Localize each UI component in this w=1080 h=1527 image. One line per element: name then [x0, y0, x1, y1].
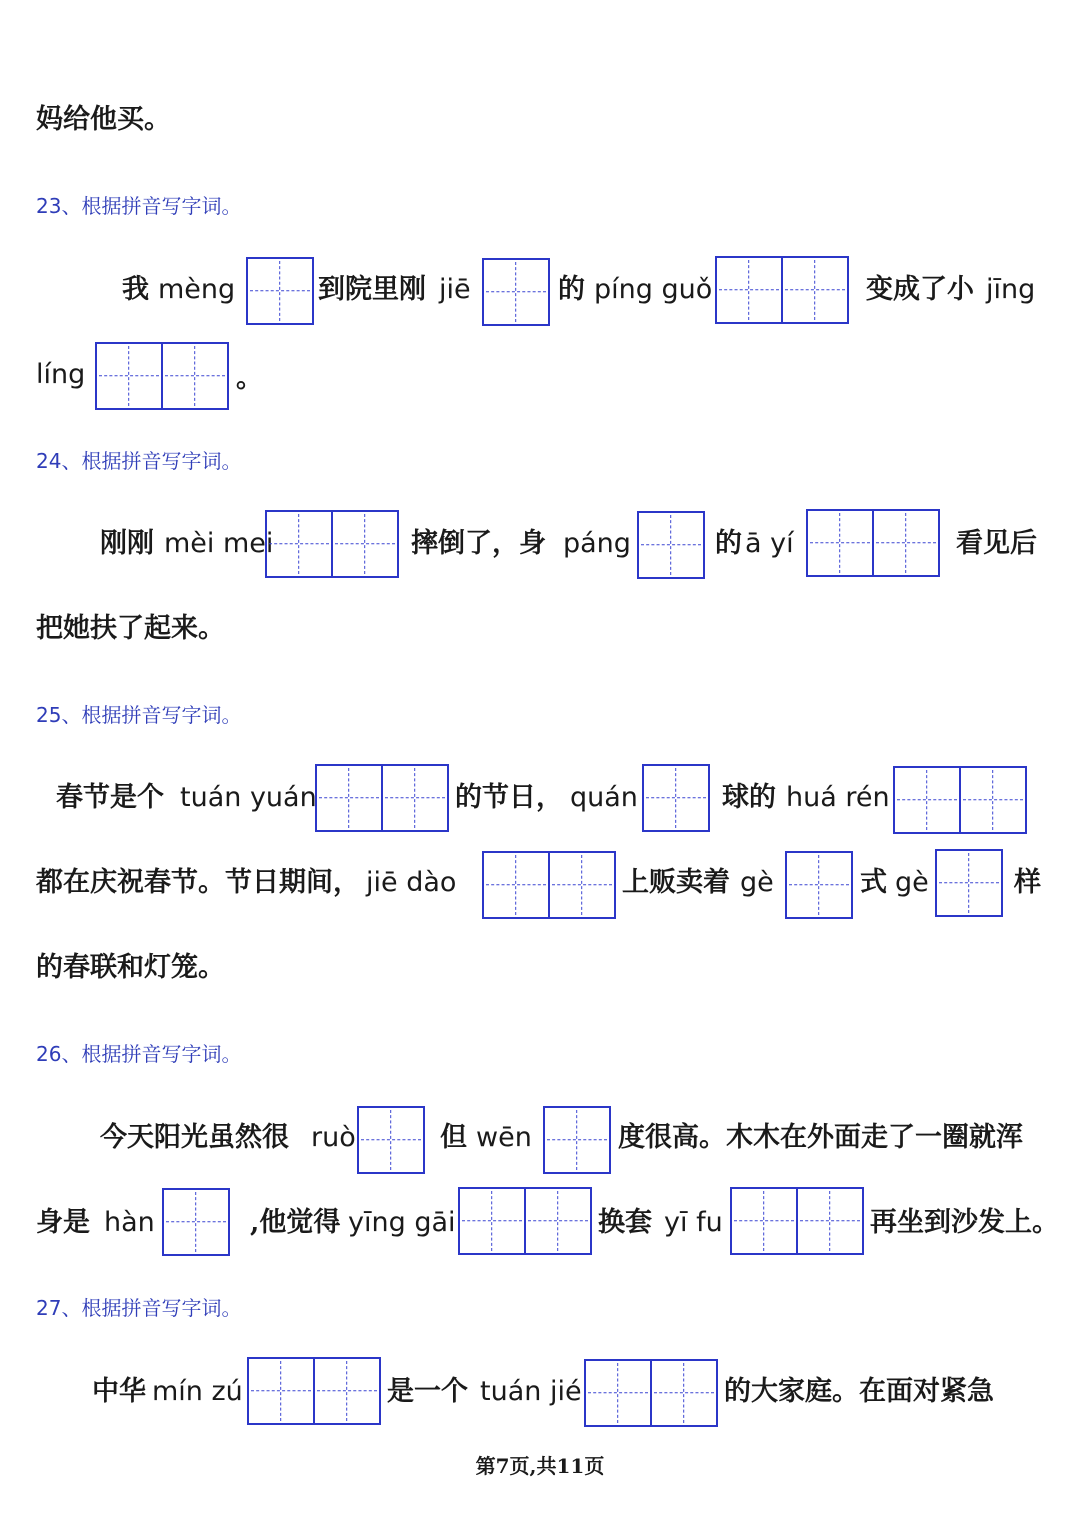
q24-pinyin-2: páng — [563, 528, 631, 559]
q25-pinyin-1: tuán yuán — [180, 782, 317, 813]
q23-end-mark: 。 — [236, 363, 263, 394]
q25-text-4: 都在庆祝春节。节日期间， — [36, 867, 360, 898]
q25-answer-grid-1[interactable] — [315, 764, 449, 832]
q23-pinyin-2: jiē — [439, 274, 471, 305]
writing-cell[interactable] — [959, 766, 1027, 834]
q24-text-1: 刚刚 — [100, 528, 154, 559]
q26-text-7: 再坐到沙发上。 — [870, 1207, 1059, 1238]
q23-text-2: 到院里刚 — [318, 274, 426, 305]
q25-text-6: 式 — [860, 867, 887, 898]
writing-cell[interactable] — [715, 256, 783, 324]
q26-text-4: 身是 — [36, 1207, 90, 1238]
q24-answer-grid-1[interactable] — [265, 510, 399, 578]
q26-pinyin-5: yīng gāi — [348, 1207, 456, 1238]
q25-pinyin-2: quán — [570, 782, 638, 813]
writing-cell[interactable] — [247, 1357, 315, 1425]
q25-answer-grid-4[interactable] — [482, 851, 616, 919]
q23-answer-grid-2[interactable] — [482, 258, 550, 326]
writing-cell[interactable] — [872, 509, 940, 577]
writing-cell[interactable] — [935, 849, 1003, 917]
writing-cell[interactable] — [730, 1187, 798, 1255]
q24-text-2: 摔倒了，身 — [411, 528, 546, 559]
q23-pinyin-1: mèng — [158, 274, 236, 305]
q23-pinyin-3: píng guǒ — [594, 274, 713, 305]
q24-text-3: 的 — [715, 528, 742, 559]
writing-cell[interactable] — [482, 258, 550, 326]
writing-cell[interactable] — [781, 256, 849, 324]
question-26-heading: 26、根据拼音写字词。 — [36, 1042, 242, 1066]
q24-pinyin-3: ā yí — [745, 528, 794, 559]
writing-cell[interactable] — [161, 342, 229, 410]
writing-cell[interactable] — [482, 851, 550, 919]
q23-answer-grid-1[interactable] — [246, 257, 314, 325]
q27-answer-grid-2[interactable] — [584, 1359, 718, 1427]
q26-pinyin-4: hàn — [104, 1207, 155, 1238]
q23-text-4: 变成了小 — [866, 274, 974, 305]
writing-cell[interactable] — [458, 1187, 526, 1255]
q25-pinyin-3: huá rén — [786, 782, 890, 813]
q26-answer-grid-1[interactable] — [357, 1106, 425, 1174]
q25-answer-grid-3[interactable] — [893, 766, 1027, 834]
q24-text-4: 看见后 — [956, 528, 1037, 559]
writing-cell[interactable] — [543, 1106, 611, 1174]
writing-cell[interactable] — [584, 1359, 652, 1427]
q23-answer-grid-4[interactable] — [95, 342, 229, 410]
question-25-heading: 25、根据拼音写字词。 — [36, 703, 242, 727]
q24-answer-grid-2[interactable] — [637, 511, 705, 579]
q25-text-3: 球的 — [722, 782, 776, 813]
question-24-heading: 24、根据拼音写字词。 — [36, 449, 242, 473]
q26-text-6: 换套 — [598, 1207, 652, 1238]
q27-pinyin-1: mín zú — [152, 1376, 243, 1407]
q23-pinyin-4a: jīng — [986, 274, 1036, 305]
q25-answer-grid-2[interactable] — [642, 764, 710, 832]
q24-answer-grid-3[interactable] — [806, 509, 940, 577]
q23-text-1: 我 — [122, 274, 149, 305]
q23-pinyin-4b: líng — [36, 359, 86, 390]
writing-cell[interactable] — [785, 851, 853, 919]
q25-text-5: 上贩卖着 — [622, 867, 730, 898]
writing-cell[interactable] — [331, 510, 399, 578]
q26-text-5: ,他觉得 — [250, 1207, 341, 1238]
q26-pinyin-1: ruò — [311, 1122, 356, 1153]
page-number: 第7页,共11页 — [475, 1454, 605, 1478]
q26-answer-grid-5[interactable] — [458, 1187, 592, 1255]
q26-text-2: 但 — [440, 1122, 467, 1153]
q26-pinyin-6: yī fu — [664, 1207, 723, 1238]
q26-answer-grid-4[interactable] — [162, 1188, 230, 1256]
writing-cell[interactable] — [265, 510, 333, 578]
q25-text-2: 的节日， — [455, 782, 563, 813]
q26-answer-grid-2[interactable] — [543, 1106, 611, 1174]
q23-text-3: 的 — [558, 274, 585, 305]
writing-cell[interactable] — [637, 511, 705, 579]
q26-pinyin-2: wēn — [476, 1122, 532, 1153]
q24-line-2: 把她扶了起来。 — [36, 613, 225, 644]
writing-cell[interactable] — [796, 1187, 864, 1255]
q25-pinyin-6: gè — [895, 867, 929, 898]
q27-pinyin-2: tuán jié — [480, 1376, 582, 1407]
q27-text-2: 是一个 — [387, 1376, 468, 1407]
question-23-heading: 23、根据拼音写字词。 — [36, 194, 242, 218]
q26-text-1: 今天阳光虽然很 — [100, 1122, 289, 1153]
writing-cell[interactable] — [381, 764, 449, 832]
q25-answer-grid-6[interactable] — [935, 849, 1003, 917]
q25-line-3: 的春联和灯笼。 — [36, 952, 225, 983]
q23-answer-grid-3[interactable] — [715, 256, 849, 324]
writing-cell[interactable] — [806, 509, 874, 577]
writing-cell[interactable] — [95, 342, 163, 410]
question-27-heading: 27、根据拼音写字词。 — [36, 1296, 242, 1320]
intro-text: 妈给他买。 — [36, 104, 171, 135]
writing-cell[interactable] — [650, 1359, 718, 1427]
writing-cell[interactable] — [548, 851, 616, 919]
q25-pinyin-5: gè — [740, 867, 774, 898]
writing-cell[interactable] — [357, 1106, 425, 1174]
writing-cell[interactable] — [315, 764, 383, 832]
q27-text-3: 的大家庭。在面对紧急 — [724, 1376, 994, 1407]
writing-cell[interactable] — [313, 1357, 381, 1425]
writing-cell[interactable] — [162, 1188, 230, 1256]
q27-answer-grid-1[interactable] — [247, 1357, 381, 1425]
q26-text-3: 度很高。木木在外面走了一圈就浑 — [618, 1122, 1023, 1153]
q25-answer-grid-5[interactable] — [785, 851, 853, 919]
q27-text-1: 中华 — [92, 1376, 146, 1407]
writing-cell[interactable] — [893, 766, 961, 834]
q26-answer-grid-6[interactable] — [730, 1187, 864, 1255]
writing-cell[interactable] — [642, 764, 710, 832]
q25-pinyin-4: jiē dào — [366, 867, 457, 898]
q24-pinyin-1: mèi mei — [164, 528, 274, 559]
writing-cell[interactable] — [246, 257, 314, 325]
writing-cell[interactable] — [524, 1187, 592, 1255]
q25-text-7: 样 — [1014, 867, 1041, 898]
q25-text-1: 春节是个 — [56, 782, 164, 813]
